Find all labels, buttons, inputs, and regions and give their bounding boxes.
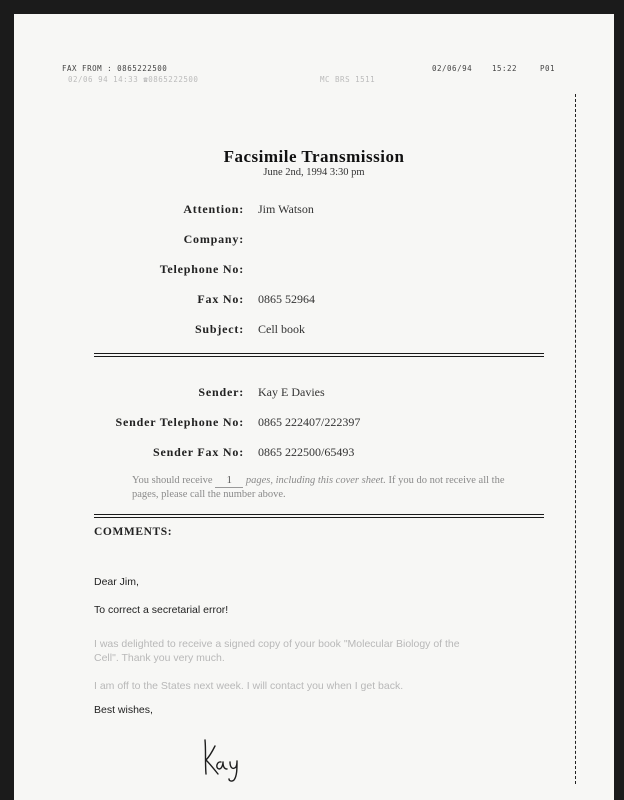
fax-stamp-line: 02/06 94 14:33 ☎0865222500 — [68, 75, 199, 84]
handwritten-signature — [199, 736, 251, 784]
sender-telephone-value: 0865 222407/222397 — [258, 415, 361, 429]
letter-line-travel: I am off to the States next week. I will contact you when I get back. — [94, 680, 404, 692]
subject-value: Cell book — [258, 322, 305, 336]
note-text-start: You should receive — [132, 475, 213, 486]
note-text-end: If you do not receive all the pages, please call the number above. — [132, 475, 505, 500]
letter-closing: Best wishes, — [94, 704, 153, 716]
fax-page-number: P01 — [540, 64, 556, 73]
sender-telephone-label: Sender Telephone No: — [115, 415, 244, 429]
attention-value: Jim Watson — [258, 202, 314, 216]
letter-line-thanks-1: I was delighted to receive a signed copy of your book "Molecular Biology of the — [94, 638, 460, 650]
sender-fax-label: Sender Fax No: — [153, 445, 244, 459]
sender-value: Kay E Davies — [258, 385, 325, 399]
section-divider-top — [94, 353, 544, 357]
sender-label: Sender: — [198, 385, 244, 399]
letter-line-thanks-2: Cell". Thank you very much. — [94, 652, 225, 664]
section-divider-bottom — [94, 514, 544, 518]
fax-edge-line — [575, 94, 576, 784]
letter-greeting: Dear Jim, — [94, 576, 139, 588]
attention-label: Attention: — [183, 202, 244, 216]
fax-from-line: FAX FROM : 0865222500 — [62, 64, 168, 73]
page-count-note — [132, 474, 512, 501]
telephone-label: Telephone No: — [159, 262, 244, 276]
page-count: 1 — [215, 474, 243, 488]
document-title: Facsimile Transmission — [223, 147, 405, 166]
fax-page — [14, 14, 614, 800]
fax-number-label: Fax No: — [197, 292, 244, 306]
fax-date: 02/06/94 — [432, 64, 473, 73]
subject-label: Subject: — [194, 322, 244, 336]
letter-line-correction: To correct a secretarial error! — [94, 604, 229, 616]
fax-number-value: 0865 52964 — [258, 292, 315, 306]
document-date: June 2nd, 1994 3:30 pm — [263, 167, 365, 178]
fax-stamp-id: MC BRS 1511 — [320, 75, 376, 84]
sender-fax-value: 0865 222500/65493 — [258, 445, 355, 459]
company-label: Company: — [183, 232, 244, 246]
note-text-middle: pages, including this cover sheet. — [245, 475, 386, 486]
comments-heading: COMMENTS: — [94, 526, 173, 538]
fax-time: 15:22 — [492, 64, 518, 73]
